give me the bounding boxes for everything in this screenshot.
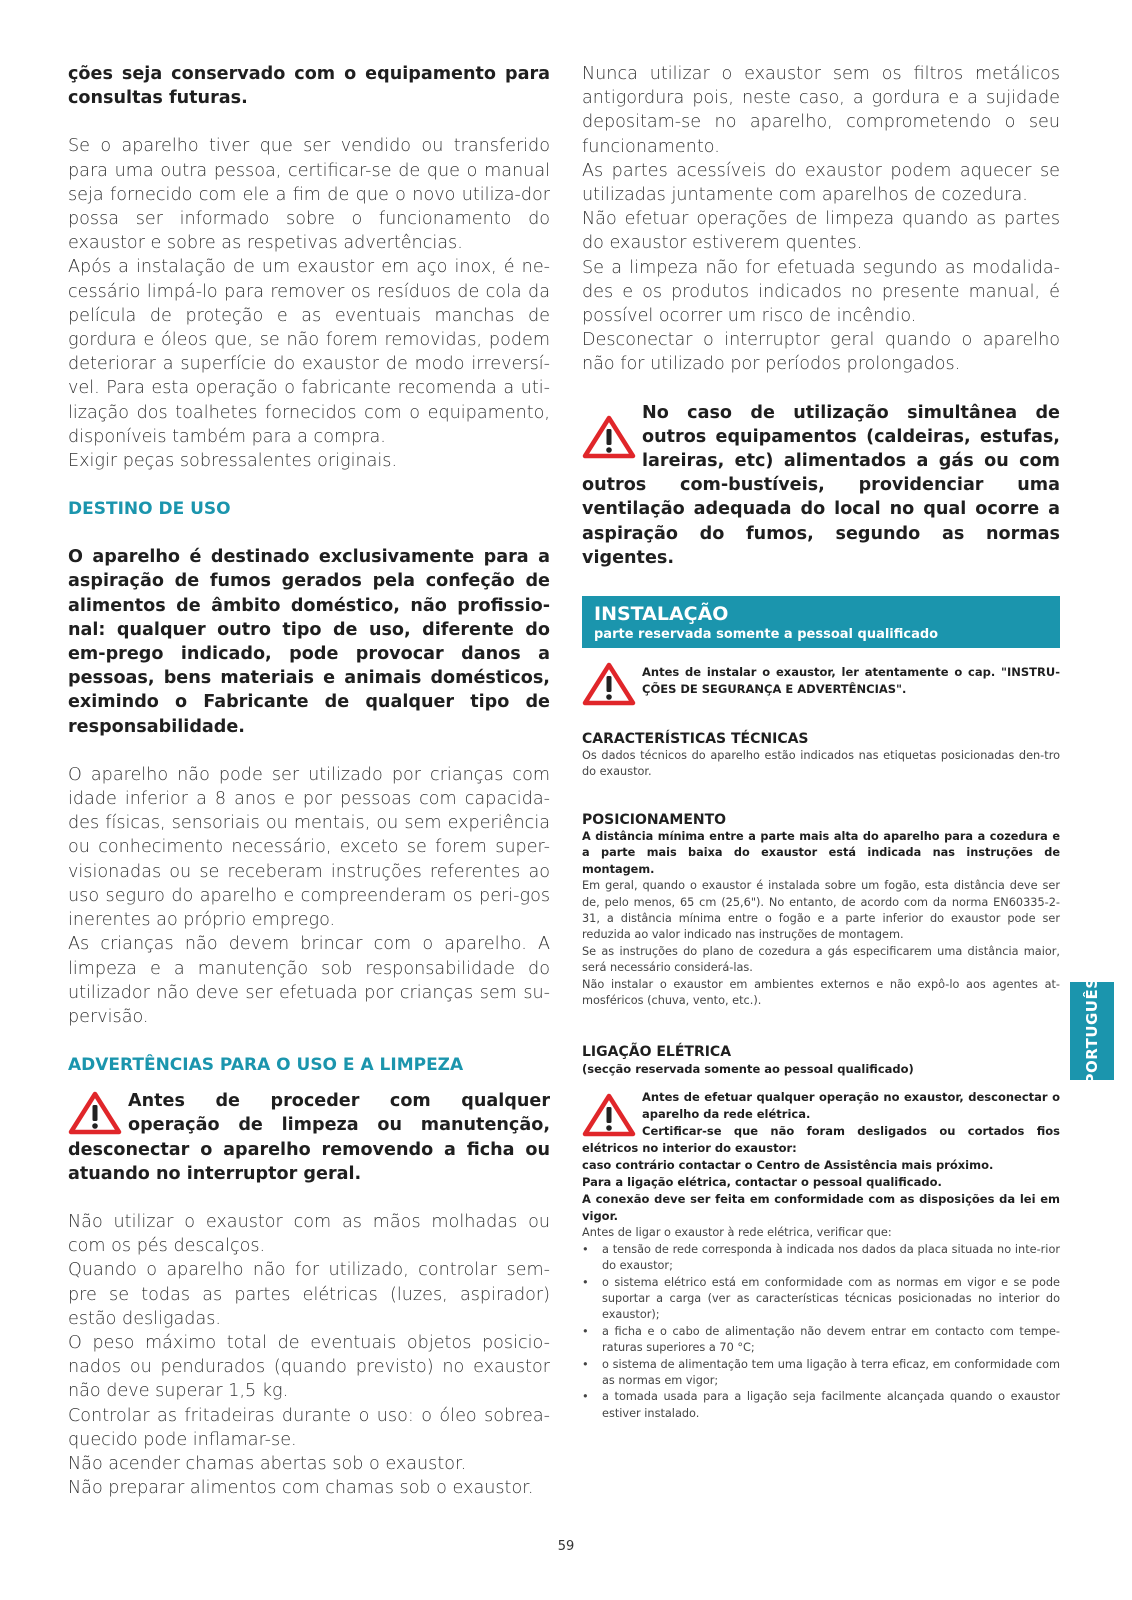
paragraph-disconnect: Desconectar o interruptor geral quando o aparelho não for utilizado por períodos prolongados. [582,330,1060,375]
warning-gas-text: No caso de utilização simultânea de outros equipamentos (caldeiras, estufas, lareiras, etc) alimentados a gás ou com outros com-bustíveis, providenciar uma ventilação adequada do local no qual ocorre a aspiração do fumos, segundo as normas vigentes. [582,402,1060,568]
installation-title: INSTALAÇÃO [594,603,729,626]
page-number: 59 [557,1539,575,1554]
paragraph-fire-risk: Se a limpeza não for efetuada segundo as modalida-des e os produtos indicados no presente manual, é possível ocorrer um risco de incêndio. [582,257,1060,327]
paragraph-positioning-1: Em geral, quando o exaustor é instalada sobre um fogão, esta distância deve ser de, pelo menos, 65 cm (25,6"). No entanto, de acordo com da norma EN60335-2-31, a distância mínima entre o fogão e a parte inferior do exaustor pode ser reduzida ao valor indicado nas instruções de montagem. [582,879,1060,942]
list-item: • a ficha e o cabo de alimentação não devem entrar em contacto com tempe-raturas superiores a 70 °C; [582,1324,1060,1357]
paragraph-max-weight: O peso máximo total de eventuais objetos posicio-nados ou pendurados (quando previsto) no exaustor não deve superar 1,5 kg. [68,1332,550,1402]
heading-advertencias: ADVERTÊNCIAS PARA O USO E A LIMPEZA [68,1055,464,1076]
paragraph-no-clean-hot: Não efetuar operações de limpeza quando as partes do exaustor estiverem quentes. [582,209,1060,254]
right-column [582,62,1060,1422]
warning-triangle-icon [582,662,636,706]
paragraph-wet-hands: Não utilizar o exaustor com as mãos molhadas ou com os pés descalços. [68,1211,550,1257]
installation-subtitle: parte reservada somente a pessoal qualificado [594,627,939,643]
list-item: • a tomada usada para a ligação seja facilmente alcançada quando o exaustor estiver instalado. [582,1389,1060,1422]
paragraph-switch-off: Quando o aparelho não for utilizado, controlar sem-pre se todas as partes elétricas (luzes, aspirador) estão desligadas. [68,1260,550,1329]
warning-install [582,662,1060,698]
warning-electrical-1: Antes de efetuar qualquer operação no exaustor, desconectar o aparelho da rede elétrica. [642,1090,1060,1122]
paragraph-positioning-bold: A distância mínima entre a parte mais alta do aparelho para a cozedura e a parte mais baixa do exaustor está indicada nas instruções de montagem. [582,829,1060,876]
language-label: PORTUGUÊS [1083,977,1101,1085]
list-item: • a tensão de rede corresponda à indicada nos dados da placa situada no inte-rior do exaustor; [582,1242,1060,1275]
warning-install-text: Antes de instalar o exaustor, ler atentamente o cap. "INSTRU-ÇÕES DE SEGURANÇA E ADVERTÊNCIAS". [642,665,1060,697]
paragraph-children: O aparelho não pode ser utilizado por crianças com idade inferior a 8 anos e por pessoas com capacida-des físicas, sensoriais ou mentais, ou sem experiência ou conhecimento necessário, exceto se forem super-visionadas ou se receberam instruções referentes ao uso seguro do aparelho e compreenderam os peri-gos inerentes ao próprio emprego. [68,764,550,931]
paragraph-sold: Se o aparelho tiver que ser vendido ou transferido para uma outra pessoa, certificar-se de que o manual seja fornecido com ele a fim de que o novo utiliza-dor possa ser informado sobre o funcionamento do exaustor e sobre as respetivas advertências. [68,136,550,254]
list-item: • o sistema de alimentação tem uma ligação à terra eficaz, em conformidade com as normas em vigor; [582,1357,1060,1390]
warning-cleaning [68,1089,550,1186]
intro-bold-text: ções seja conservado com o equipamento para consultas futuras. [68,64,550,109]
paragraph-inox: Após a instalação de um exaustor em aço inox, é ne-cessário limpá-lo para remover os resíduos de cola da película de proteção e as eventuais manchas de gordura e óleos que, se não forem removidas, podem deteriorar a superfície do exaustor de modo irreversí-vel. Para esta operação o fabricante recomenda a uti-lização dos toalhetes fornecidos com o equipamento, disponíveis também para a compra. [68,257,550,447]
warning-cleaning-text: Antes de proceder com qualquer operação de limpeza ou manutenção, desconectar o aparelho removendo a ficha ou atuando no interruptor geral. [68,1091,550,1184]
warning-electrical-2: Certificar-se que não foram desligados ou cortados fios elétricos no interior do exaustor: [582,1124,1060,1156]
heading-destino-de-uso: DESTINO DE USO [68,499,231,520]
warning-triangle-icon [582,1093,636,1137]
left-column [68,62,550,1500]
paragraph-positioning-3: Não instalar o exaustor em ambientes externos e não expô-lo aos agentes at-mosféricos (chuva, vento, etc.). [582,977,1060,1007]
warning-triangle-icon [582,415,636,459]
language-side-tab [1070,977,1114,1085]
warning-electrical-4: Para a ligação elétrica, contactar o pessoal qualificado. [582,1175,942,1190]
paragraph-filters: Nunca utilizar o exaustor sem os filtros metálicos antigordura pois, neste caso, a gordura e a sujidade depositam-se no aparelho, comprometendo o seu funcionamento. [582,64,1060,157]
paragraph-flambe: Não preparar alimentos com chamas sob o exaustor. [68,1478,534,1499]
paragraph-open-flames: Não acender chamas abertas sob o exaustor. [68,1453,467,1474]
paragraph-fryers: Controlar as fritadeiras durante o uso: o óleo sobrea-quecido pode inflamar-se. [68,1405,550,1450]
paragraph-tech-specs: Os dados técnicos do aparelho estão indicados nas etiquetas posicionadas den-tro do exaustor. [582,749,1060,779]
installation-banner [582,596,1060,648]
electrical-checklist [582,1242,1060,1422]
heading-positioning: POSICIONAMENTO [582,811,727,828]
warning-electrical [582,1089,1060,1157]
warning-triangle-icon [68,1091,122,1135]
paragraph-check-before: Antes de ligar o exaustor à rede elétrica, verificar que: [582,1226,892,1240]
warning-electrical-5: A conexão deve ser feita em conformidade com as disposições da lei em vigor. [582,1192,1060,1224]
warning-electrical-3: caso contrário contactar o Centro de Assistência mais próximo. [582,1158,994,1173]
paragraph-destino-bold: O aparelho é destinado exclusivamente para a aspiração de fumos gerados pela confeção de alimentos de âmbito doméstico, não profissio-nal: qualquer outro tipo de uso, diferente do em-prego indicado, pode provocar danos a pessoas, bens materiais e animais domésticos, eximindo o Fabricante de qualquer tipo de responsabilidade. [68,547,550,737]
warning-gas [582,401,1060,570]
paragraph-hot-parts: As partes acessíveis do exaustor podem aquecer se utilizadas juntamente com aparelhos de cozedura. [582,160,1060,206]
paragraph-children-2: As crianças não devem brincar com o aparelho. A limpeza e a manutenção sob responsabilidade do utilizador não deve ser efetuada por crianças sem su-pervisão. [68,934,550,1027]
heading-electrical-sub: (secção reservada somente ao pessoal qualificado) [582,1062,914,1077]
heading-electrical: LIGAÇÃO ELÉTRICA [582,1044,732,1061]
heading-tech-specs: CARACTERÍSTICAS TÉCNICAS [582,731,809,748]
list-item: • o sistema elétrico está em conformidade com as normas em vigor e se pode suportar a carga (ver as características técnicas posicionadas no interior do exaustor); [582,1275,1060,1324]
paragraph-positioning-2: Se as instruções do plano de cozedura a gás especificarem uma distância maior, será necessário considerá-las. [582,944,1060,975]
paragraph-parts: Exigir peças sobressalentes originais. [68,451,398,472]
